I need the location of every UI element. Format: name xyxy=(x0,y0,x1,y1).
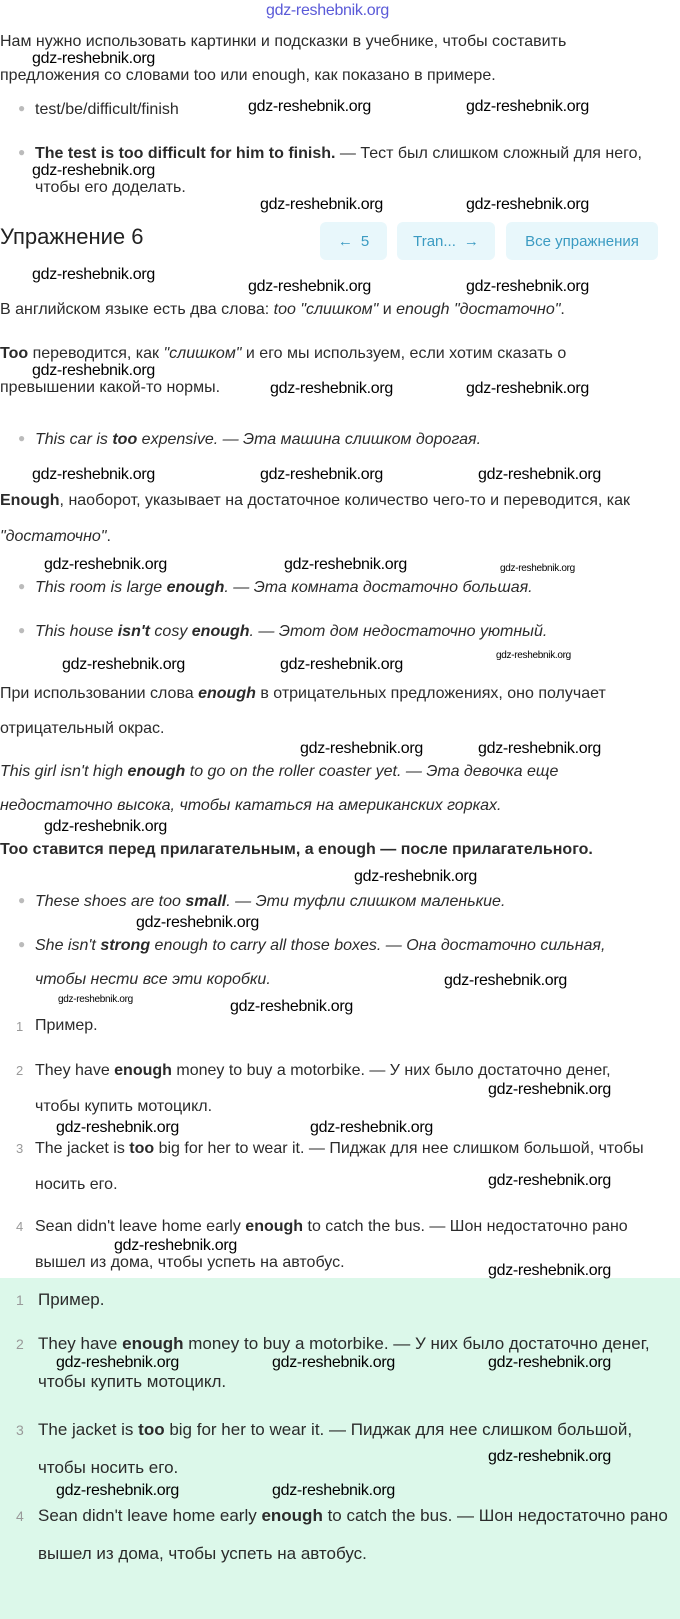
watermark: gdz-reshebnik.org xyxy=(248,278,371,295)
text-segment: enough to carry all those boxes. — Она достаточно сильная, чтобы нести все эти коробки. xyxy=(35,937,606,988)
text-segment: cosy xyxy=(149,623,192,640)
bullet-icon: ● xyxy=(18,579,26,593)
watermark: gdz-reshebnik.org xyxy=(488,1262,611,1279)
watermark: gdz-reshebnik.org xyxy=(500,563,575,574)
arrow-left-icon: ← xyxy=(337,232,353,250)
example-3 xyxy=(35,615,660,649)
watermark: gdz-reshebnik.org xyxy=(466,196,589,213)
text-segment: Пример. xyxy=(35,1017,98,1034)
watermark: gdz-reshebnik.org xyxy=(478,740,601,757)
watermark: gdz-reshebnik.org xyxy=(466,380,589,397)
watermark: gdz-reshebnik.org xyxy=(272,1354,395,1371)
text-segment: . xyxy=(106,528,111,545)
watermark: gdz-reshebnik.org xyxy=(478,466,601,483)
answer-item xyxy=(38,1281,668,1319)
bold-segment: enough xyxy=(261,1506,323,1525)
text-segment: money to buy a motorbike. — У них было достаточно денег, чтобы купить мотоцикл. xyxy=(38,1334,650,1391)
text-segment: The jacket is xyxy=(35,1140,130,1157)
text-segment: В английском языке есть два слова: xyxy=(0,301,274,318)
text-segment: , наоборот, указывает на достаточное количество чего-то и переводится, как xyxy=(59,492,631,509)
text-segment: — Тест был слишком сложный для него, чтобы его доделать. xyxy=(35,145,642,196)
next-label: Tran... xyxy=(413,232,456,250)
watermark: gdz-reshebnik.org xyxy=(248,98,371,115)
list-number: 4 xyxy=(16,1219,24,1234)
text-segment: She isn't xyxy=(35,937,101,954)
watermark: gdz-reshebnik.org xyxy=(266,2,389,19)
bold-segment: Too xyxy=(0,345,29,362)
watermark: gdz-reshebnik.org xyxy=(260,466,383,483)
answer-item xyxy=(38,1497,668,1573)
next-exercise-button[interactable] xyxy=(397,222,495,260)
exercise-title: Упражнение 6 xyxy=(0,224,144,249)
text-segment: expensive. — Эта машина слишком дорогая. xyxy=(137,431,482,448)
bold-segment: too xyxy=(129,1140,155,1157)
watermark: gdz-reshebnik.org xyxy=(488,1081,611,1098)
bold-segment: The test is too difficult for him to finish. xyxy=(35,145,336,162)
text-segment: Нам нужно использовать картинки и подсказки в учебнике, чтобы составить предложения со словами too или enough, как показано в примере. xyxy=(0,33,567,84)
watermark: gdz-reshebnik.org xyxy=(136,914,259,931)
list-number: 1 xyxy=(16,1019,24,1034)
watermark: gdz-reshebnik.org xyxy=(496,650,571,661)
watermark: gdz-reshebnik.org xyxy=(32,50,155,67)
text-segment: This house xyxy=(35,623,118,640)
text-segment: They have xyxy=(38,1334,123,1353)
bullet-icon: ● xyxy=(18,623,26,637)
text-segment: big for her to wear it. — Пиджак для нее слишком большой, чтобы носить его. xyxy=(38,1420,633,1477)
bullet-icon: ● xyxy=(18,431,26,445)
watermark: gdz-reshebnik.org xyxy=(62,656,185,673)
italic-segment: enough "достаточно" xyxy=(396,301,561,318)
watermark: gdz-reshebnik.org xyxy=(56,1482,179,1499)
text-segment: . — Эта комната достаточно большая. xyxy=(224,579,533,596)
text-segment: The jacket is xyxy=(38,1420,139,1439)
theory-p3 xyxy=(0,483,650,555)
bullet-icon: ● xyxy=(18,893,26,907)
watermark: gdz-reshebnik.org xyxy=(354,868,477,885)
watermark: gdz-reshebnik.org xyxy=(114,1237,237,1254)
bold-segment: too xyxy=(112,431,138,448)
list-number: 3 xyxy=(16,1422,24,1438)
text-segment: Пример. xyxy=(38,1290,105,1309)
watermark: gdz-reshebnik.org xyxy=(488,1354,611,1371)
watermark: gdz-reshebnik.org xyxy=(32,162,155,179)
text-segment: big for her to wear it. — Пиджак для нее слишком большой, чтобы носить его. xyxy=(35,1140,644,1193)
bold-segment: enough xyxy=(198,685,256,702)
bold-segment: Enough xyxy=(0,492,60,509)
example-1 xyxy=(35,423,660,457)
bold-segment: enough xyxy=(114,1062,172,1079)
text-segment: и xyxy=(378,301,397,318)
text-segment: to catch the bus. — Шон недостаточно рано вышел из дома, чтобы успеть на автобус. xyxy=(35,1218,628,1271)
text-segment: to go on the roller coaster yet. — Эта девочка еще недостаточно высока, чтобы кататься на американских горках. xyxy=(0,763,559,814)
watermark: gdz-reshebnik.org xyxy=(488,1448,611,1465)
all-exercises-button[interactable] xyxy=(506,222,658,260)
watermark: gdz-reshebnik.org xyxy=(32,266,155,283)
text-segment: Sean didn't leave home early xyxy=(38,1506,262,1525)
text-segment: money to buy a motorbike. — У них было достаточно денег, чтобы купить мотоцикл. xyxy=(35,1062,611,1115)
bold-segment: enough xyxy=(166,579,225,596)
theory-rule xyxy=(0,833,650,867)
text-segment: These shoes are too xyxy=(35,893,186,910)
bullet-icon: ● xyxy=(18,145,26,159)
example-2 xyxy=(35,571,660,605)
watermark: gdz-reshebnik.org xyxy=(230,998,353,1015)
italic-segment: "достаточно" xyxy=(0,528,107,545)
text-segment: переводится, как xyxy=(28,345,164,362)
list-number: 2 xyxy=(16,1336,24,1352)
list-number: 3 xyxy=(16,1141,24,1156)
watermark: gdz-reshebnik.org xyxy=(260,196,383,213)
watermark: gdz-reshebnik.org xyxy=(280,656,403,673)
text-segment: в отрицательных предложениях, оно получает отрицательный окрас. xyxy=(0,685,606,737)
text-segment: to catch the bus. — Шон недостаточно рано вышел из дома, чтобы успеть на автобус. xyxy=(38,1506,668,1563)
watermark: gdz-reshebnik.org xyxy=(272,1482,395,1499)
bold-segment: enough xyxy=(127,763,186,780)
text-segment: . xyxy=(560,301,565,318)
bold-segment: too xyxy=(138,1420,165,1439)
theory-p1 xyxy=(0,293,650,327)
bold-segment: enough xyxy=(191,623,250,640)
answer-item xyxy=(35,1131,660,1203)
watermark: gdz-reshebnik.org xyxy=(32,362,155,379)
example-4 xyxy=(0,755,650,823)
watermark: gdz-reshebnik.org xyxy=(270,380,393,397)
theory-p4 xyxy=(0,676,650,746)
watermark: gdz-reshebnik.org xyxy=(466,278,589,295)
bold-segment: Too ставится перед прилагательным, а enough — после прилагательного. xyxy=(0,841,593,858)
bullet-icon: ● xyxy=(18,101,26,115)
all-label: Все упражнения xyxy=(525,232,639,250)
prev-exercise-button[interactable] xyxy=(320,222,387,260)
bullet-icon: ● xyxy=(18,937,26,951)
list-number: 4 xyxy=(16,1508,24,1524)
arrow-right-icon: → xyxy=(463,232,479,250)
text-segment: This room is large xyxy=(35,579,167,596)
bold-segment: enough xyxy=(245,1218,304,1235)
text-segment: Sean didn't leave home early xyxy=(35,1218,246,1235)
watermark: gdz-reshebnik.org xyxy=(32,466,155,483)
italic-segment: too "слишком" xyxy=(273,301,379,318)
text-segment: . — Этот дом недостаточно уютный. xyxy=(249,623,548,640)
example-5 xyxy=(35,885,660,919)
text-segment: test/be/difficult/finish xyxy=(35,101,179,118)
watermark: gdz-reshebnik.org xyxy=(58,994,133,1005)
text-segment: . — Эти туфли слишком маленькие. xyxy=(226,893,506,910)
watermark: gdz-reshebnik.org xyxy=(466,98,589,115)
list-number: 2 xyxy=(16,1063,24,1078)
watermark: gdz-reshebnik.org xyxy=(488,1172,611,1189)
text-segment: This car is xyxy=(35,431,113,448)
watermark: gdz-reshebnik.org xyxy=(56,1119,179,1136)
watermark: gdz-reshebnik.org xyxy=(44,818,167,835)
bold-segment: enough xyxy=(122,1334,184,1353)
text-segment: This girl isn't high xyxy=(0,763,128,780)
prev-label: 5 xyxy=(360,232,370,250)
text-segment: и его мы используем, если хотим сказать о превышении какой-то нормы. xyxy=(0,345,567,396)
bold-segment: strong xyxy=(100,937,151,954)
watermark: gdz-reshebnik.org xyxy=(310,1119,433,1136)
watermark: gdz-reshebnik.org xyxy=(56,1354,179,1371)
bold-segment: small xyxy=(185,893,227,910)
italic-segment: "слишком" xyxy=(163,345,242,362)
list-number: 1 xyxy=(16,1292,24,1308)
text-segment: При использовании слова xyxy=(0,685,199,702)
watermark: gdz-reshebnik.org xyxy=(44,556,167,573)
text-segment: They have xyxy=(35,1062,115,1079)
watermark: gdz-reshebnik.org xyxy=(300,740,423,757)
watermark: gdz-reshebnik.org xyxy=(284,556,407,573)
bold-segment: isn't xyxy=(117,623,150,640)
watermark: gdz-reshebnik.org xyxy=(444,972,567,989)
